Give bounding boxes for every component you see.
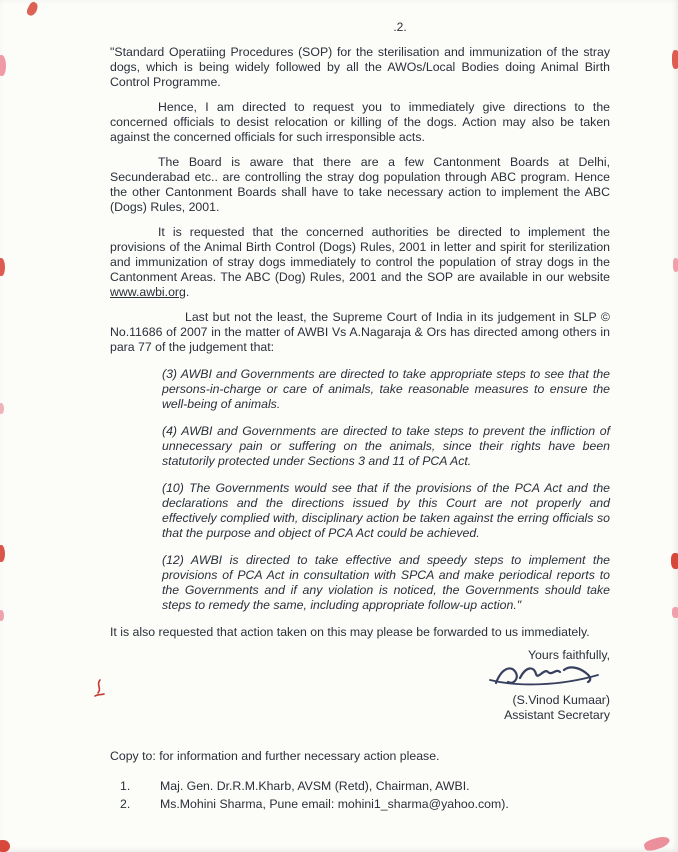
judgement-quote-4: (4) AWBI and Governments are directed to take steps to prevent the infliction of unnecessary pain or suffering on the animals, since their rights have been statutorily protected under Sections 3 and 11 of PCA Act. [162, 424, 610, 468]
signatory-title: Assistant Secretary [504, 708, 610, 722]
scan-artifact [0, 258, 5, 276]
scan-artifact [0, 545, 5, 562]
copy-to-item-text: Maj. Gen. Dr.R.M.Kharb, AVSM (Retd), Chairman, AWBI. [160, 779, 470, 793]
copy-to-item-text: Ms.Mohini Sharma, Pune email: mohini1_sharma@yahoo.com). [160, 797, 509, 811]
letter-body [110, 20, 610, 814]
copy-to-heading: Copy to: for information and further necessary action please. [110, 749, 440, 763]
paragraph-directions: Hence, I am directed to request you to immediately give directions to the concerned officials to desist relocation or killing of the dogs. Action may also be taken against the concerned officials for such irresponsible acts. [110, 100, 610, 144]
valediction: Yours faithfully, [527, 648, 610, 662]
judgement-quote-10: (10) The Governments would see that if the provisions of the PCA Act and the declarations and the directions issued by this Court are not properly and effectively complied with, disciplinary action be taken against the erring officials so that the purpose and object of PCA Act could be achieved. [162, 481, 610, 540]
scan-artifact [0, 840, 10, 852]
signature-scribble [486, 659, 604, 693]
paragraph-cantonment-boards: The Board is aware that there are a few Cantonment Boards at Delhi, Secunderabad etc.. are controlling the stray dog population through ABC program. Hence the other Cantonment Boards shall have to take necessary action to implement the ABC (Dogs) Rules, 2001. [110, 155, 610, 214]
scan-artifact [671, 553, 678, 569]
scan-artifact [0, 610, 4, 621]
copy-to-item-number: 1. [120, 779, 131, 793]
paragraph-abc-rules [110, 225, 610, 300]
paragraph-sop: "Standard Operatiing Procedures (SOP) for the sterilisation and immunization of the stray dogs, which is being widely followed by all the AWOs/Local Bodies doing Animal Birth Control Programme. [110, 45, 610, 89]
red-pen-mark [92, 678, 108, 700]
copy-to-item-number: 2. [120, 797, 131, 811]
judgement-quote-3: (3) AWBI and Governments are directed to take appropriate steps to see that the persons-in-charge or care of animals, take reasonable measures to ensure the well-being of animals. [162, 367, 610, 411]
scan-artifact [0, 55, 6, 76]
signoff-block [110, 648, 610, 723]
signatory-name: (S.Vinod Kumaar) [512, 693, 610, 707]
closing-request-line: It is also requested that action taken on this may please be forwarded to us immediately. [110, 625, 590, 639]
page-number: .2. [393, 20, 407, 34]
website-link[interactable]: www.awbi.org [110, 285, 186, 299]
scan-artifact [672, 607, 678, 618]
scan-artifact [672, 50, 678, 69]
paragraph-abc-rules-text: It is requested that the concerned authorities be directed to implement the provisions of the Animal Birth Control (Dogs) Rules, 2001 in letter and spirit for sterilization and immunization of stray dogs immediately to control the population of stray dogs in the Cantonment Areas. The ABC (Dog) Rules, 2001 and the SOP are available in our website [110, 225, 610, 284]
scan-artifact [643, 834, 671, 852]
copy-to-item [120, 796, 610, 812]
paragraph-abc-rules-period: . [185, 285, 190, 299]
signature [110, 661, 610, 693]
judgement-quote-12: (12) AWBI is directed to take effective and speedy steps to implement the provisions of PCA Act in consultation with SPCA and make periodical reports to the Governments and if any violation is noticed, the Governments should take steps to remedy the same, including appropriate follow-up action." [162, 553, 610, 612]
paragraph-supreme-court: Last but not the least, the Supreme Court of India in its judgement in SLP © No.11686 of 2007 in the matter of AWBI Vs A.Nagaraja & Ors has directed among others in para 77 of the judgement that: [110, 310, 610, 354]
scan-artifact [0, 403, 4, 414]
scan-artifact [25, 1, 40, 18]
scan-artifact [673, 258, 678, 272]
copy-to-item [120, 778, 610, 794]
